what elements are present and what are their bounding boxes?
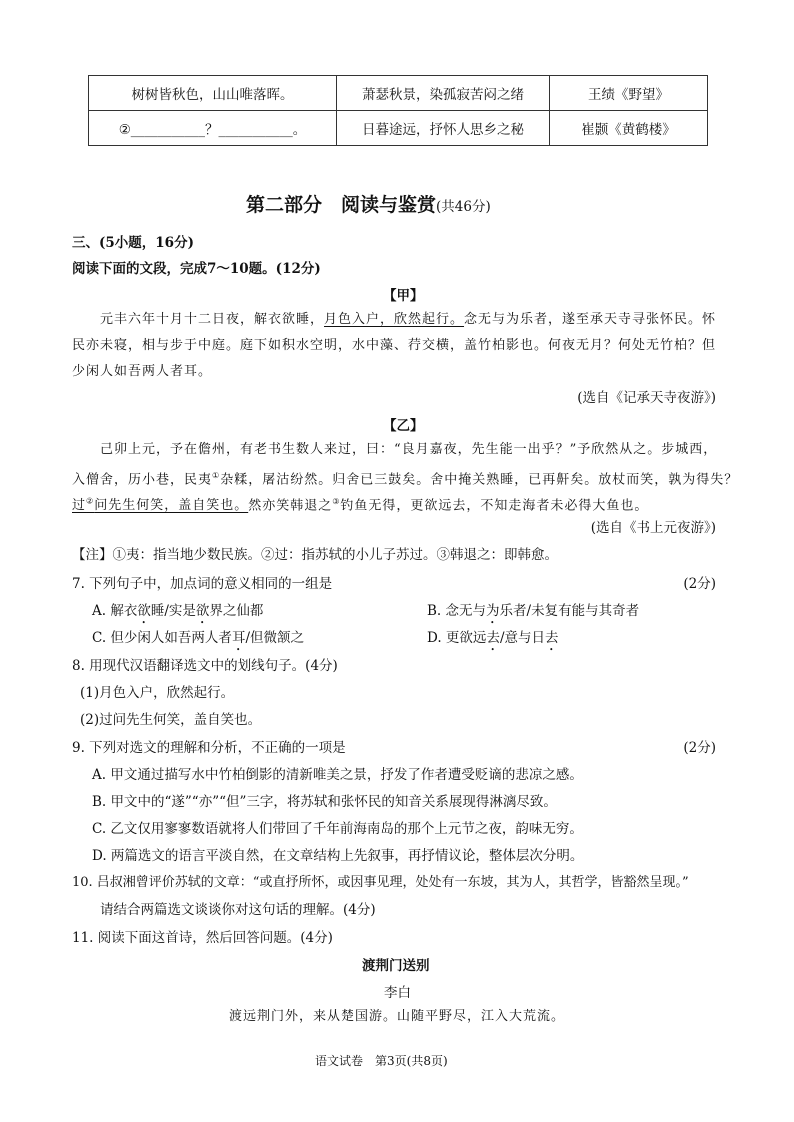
dotted-word: 为 <box>486 603 500 619</box>
poem-title: 渡荆门送别 <box>362 958 430 974</box>
section-heading: 三、(5小题，16分) <box>72 235 194 251</box>
text-span: B. 念无与 <box>427 603 487 619</box>
passage-yi-line: 己卯上元，予在儋州，有老书生数人来过，曰：“良月嘉夜，先生能一出乎？”予欣然从之。步城西， <box>100 442 718 457</box>
dotted-word: 欲 <box>195 603 210 619</box>
option-b: B. 甲文中的“遂”“亦”“但”三字，将苏轼和张怀民的知音关系展现得淋漓尽致。 <box>92 794 557 810</box>
passage-jia-line: 民亦未寝，相与步于中庭。庭下如积水空明，水中藻、荇交横，盖竹柏影也。何夜无月？何处无竹柏？但 <box>72 338 717 353</box>
text-span: C. 但少闲人如吾两人者 <box>92 630 232 646</box>
dotted-word: 耳 <box>231 630 246 646</box>
poem-line: 渡远荆门外，来从楚国游。山随平野尽，江入大荒流。 <box>229 1009 566 1024</box>
table-cell: 树树皆秋色，山山唯落晖。 <box>89 76 337 111</box>
question-7: 7. 下列句子中，加点词的意义相同的一组是 <box>72 576 333 592</box>
option-a: A. 甲文通过描写水中竹柏倒影的清新唯美之景，抒发了作者遭受贬谪的悲凉之感。 <box>92 767 583 783</box>
question-9: 9. 下列对选文的理解和分析，不正确的一项是 <box>72 740 346 756</box>
text-span: 睡/实是 <box>150 603 196 619</box>
text-span: 过 <box>72 498 87 514</box>
text-span: A. 解衣 <box>92 603 138 619</box>
table-cell: 王绩《野望》 <box>550 76 708 111</box>
text-span: 入僧舍，历小巷，民夷 <box>72 472 213 488</box>
text-span: 问先生何笑，盖自笑也。 <box>94 498 249 514</box>
footnote-marker: ① <box>212 471 221 480</box>
dotted-word: 欲 <box>137 603 151 619</box>
option-b <box>427 599 639 627</box>
passage-source: (选自《书上元夜游》) <box>590 520 716 536</box>
passage-jia-line: 少闲人如吾两人者耳。 <box>72 364 213 379</box>
passage-source: (选自《记承天寺夜游》) <box>577 390 716 406</box>
text-span: /但微颔之 <box>245 630 304 646</box>
question-8-item: (1)月色入户，欣然起行。 <box>80 685 235 701</box>
footnote-marker: ③ <box>332 497 341 506</box>
underlined-sentence: 月色入户，欣然起行。 <box>324 312 465 327</box>
table-row <box>89 111 708 146</box>
poem-author: 李白 <box>384 985 411 1001</box>
dotted-word: 去 <box>545 630 559 646</box>
dotted-word: 去 <box>486 630 500 646</box>
question-8-item: (2)过问先生何笑，盖自笑也。 <box>80 712 262 728</box>
option-d <box>427 626 559 654</box>
passage-yi-line <box>72 489 648 519</box>
section-instruction: 阅读下面的文段，完成7～10题。(12分) <box>72 261 321 277</box>
passage-jia-line <box>100 307 716 333</box>
table-cell: 萧瑟秋景，染孤寂苦闷之绪 <box>337 76 550 111</box>
footnote-marker: ② <box>86 497 95 506</box>
passage-label-yi: 【乙】 <box>383 418 424 434</box>
table-cell: 日暮途远，抒怀人思乡之秘 <box>337 111 550 146</box>
part-title-text: 第二部分 阅读与鉴赏 <box>246 194 437 216</box>
table-cell: 崔颢《黄鹤楼》 <box>550 111 708 146</box>
option-a <box>92 599 263 627</box>
text-span: 乐者/未复有能与其奇者 <box>499 603 640 619</box>
text-span: 界之仙都 <box>209 603 264 619</box>
question-score: (2分) <box>683 576 716 592</box>
part-score: (共46分) <box>436 199 491 215</box>
poem-comparison-table <box>88 75 708 146</box>
page-footer: 语文试卷 第3页(共8页) <box>315 1054 448 1068</box>
text-span: 杂糅，屠沽纷然。归舍已三鼓矣。舍中掩关熟睡，已再鼾矣。放杖而笑，孰为得失？ <box>220 472 739 488</box>
question-10: 10. 吕叔湘曾评价苏轼的文章：“或直抒所怀，或因事见理，处处有一东坡，其为人，其哲学，皆豁然呈现。” <box>72 875 689 890</box>
table-cell: ②___________？___________。 <box>89 111 337 146</box>
option-d: D. 两篇选文的语言平淡自然，在文章结构上先叙事，再抒情议论，整体层次分明。 <box>92 848 584 864</box>
text-span: 元丰六年十月十二日夜，解衣欲睡， <box>100 312 325 327</box>
option-c: C. 乙文仅用寥寥数语就将人们带回了千年前海南岛的那个上元节之夜，韵味无穷。 <box>92 821 583 837</box>
question-10-line: 请结合两篇选文谈谈你对这句话的理解。(4分) <box>100 902 376 918</box>
text-span: D. 更欲远 <box>427 630 487 646</box>
text-span: 念无与为乐者，遂至承天寺寻张怀民。怀 <box>464 312 717 327</box>
question-8: 8. 用现代汉语翻译选文中的划线句子。(4分) <box>72 658 338 674</box>
text-span: 钓鱼无得，更欲远去，不知走海者未必得大鱼也。 <box>340 498 649 514</box>
part-title <box>246 190 491 217</box>
passage-label-jia: 【甲】 <box>383 288 424 304</box>
question-11: 11. 阅读下面这首诗，然后回答问题。(4分) <box>72 930 333 946</box>
text-span: /意与日 <box>499 630 545 646</box>
footnote: 【注】①夷：指当地少数民族。②过：指苏轼的小儿子苏过。③韩退之：即韩愈。 <box>72 547 558 563</box>
question-score: (2分) <box>683 740 716 756</box>
text-span: 然亦笑韩退之 <box>248 498 333 514</box>
option-c <box>92 626 304 654</box>
underlined-sentence <box>72 498 248 513</box>
table-row <box>89 76 708 111</box>
